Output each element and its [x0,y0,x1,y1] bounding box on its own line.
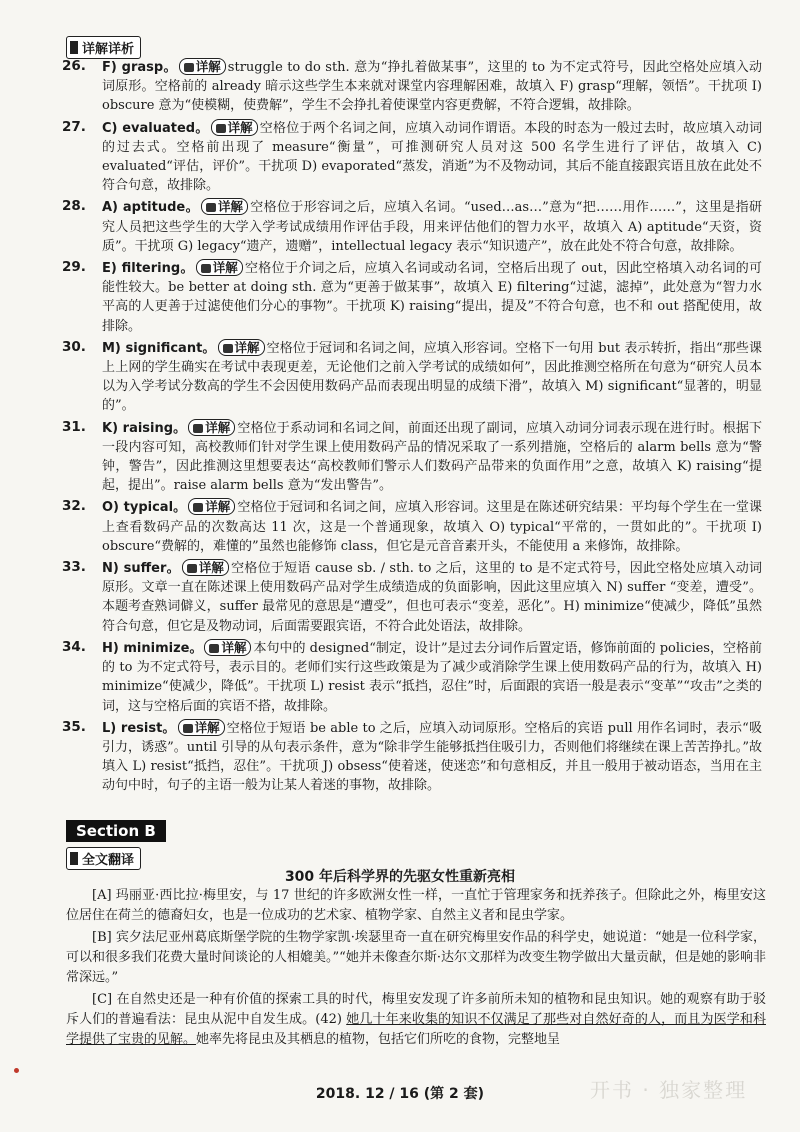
full-translation-label: 全文翻译 [82,853,135,868]
item-explanation: 空格位于短语 cause sb. / sth. to 之后，这里的 to 是不定式符号，因此空格处应填入动词原形。文章一直在陈述课上使用数码产品对学生成绩造成的负面影响，因此这里应填入 N) suffer “变差，遭受”。本题考查熟词僻义，suffer 最常见的意思是“遭受”，但也可表示“变差，恶化”。H) minimize“使减少，降低”虽然符合句意，但它是及物动词，后面需要跟宾语，不符合此处语法，故排除。 [102,561,762,634]
detail-badge [201,198,248,215]
detail-badge-label: 详解 [205,419,231,435]
detail-badge-label: 详解 [194,719,220,735]
item-text [102,259,762,336]
item-number: 29. [62,259,86,276]
detail-badge-label: 详解 [217,199,243,215]
item-explanation: 空格位于冠词和名词之间，应填入形容词。空格下一句用 but 表示转折，指出“那些课上上网的学生确实在考试中表现更差，无论他们之前入学考试的成绩如何”，因此推测空格所在句意为“研究人员本以为入学考试分数高的学生不会因使用数码产品而表现出明显的成绩下滑”，故填入 M) significant“显著的，明显的”。 [102,340,762,414]
detail-badge-label: 详解 [227,119,253,135]
item-answer: C) evaluated。 [102,120,209,136]
paragraph-text: [C] 在自然史还是一种有价值的探索工具的时代，梅里安发现了许多前所未知的植物和昆虫知识。她的观察有助于驳斥人们的普遍看法：昆虫从泥中自发生成。(42) [66,992,766,1027]
item-text [102,559,762,636]
item-answer: E) filtering。 [102,261,194,277]
item-number: 28. [62,198,86,215]
answer-item [62,259,762,336]
item-number: 26. [62,58,86,74]
block-icon [70,41,78,54]
answer-item [62,419,762,496]
translation-paragraph [66,928,766,988]
answer-item [62,119,762,196]
analysis-tag-label: 详解详析 [82,42,135,57]
item-text [102,719,762,796]
book-icon [187,564,197,573]
detail-badge-label: 详解 [221,639,247,655]
answer-item [62,559,762,636]
item-answer: M) significant。 [102,340,216,356]
book-icon [216,124,226,133]
detail-badge-label: 详解 [205,499,231,515]
detail-badge [179,58,226,75]
item-number: 32. [62,498,86,515]
item-explanation: 空格位于介词之后，应填入名词或动名词，空格后出现了 out，因此空格填入动名词的可能性较大。be better at doing sth. 意为“更善于做某事”，故填入 E) filtering“过滤，滤掉”，此处意为“智力水平高的人更善于过滤使他们分心的事物”。干扰项 K) raising“提出，提及”不符合句意，也不和 out 搭配使用，故排除。 [102,261,762,334]
item-answer: K) raising。 [102,420,187,436]
book-icon [184,63,194,72]
item-explanation: 空格位于系动词和名词之间，前面还出现了副词，应填入动词分词表示现在进行时。根据下一段内容可知，高校教师们针对学生课上使用数码产品的情况采取了一系列措施，空格后的 alarm bells 意为“警钟，警告”，因此推测这里想要表达“高校教师们警示人们数码产品带来的负面作用”之意，故填入 K) raising“提起，提出”。raise alarm bells 意为“发出警告”。 [102,420,762,494]
book-icon [193,503,203,512]
detail-badge [218,339,265,356]
item-number: 35. [62,718,86,735]
paragraph-text-end: 她率先将昆虫及其栖息的植物，包括它们所吃的食物，完整地呈 [196,1032,561,1047]
answer-item [62,58,762,116]
block-icon [70,852,78,865]
item-explanation: 本句中的 designed“制定，设计”是过去分词作后置定语，修饰前面的 policies，空格前的 to 为不定式符号，表示目的。老师们实行这些政策是为了减少或消除学生课上使用数码产品的行为，故填入 H) minimize“使减少，降低”。干扰项 L) resist 表示“抵挡，忍住”时，后面跟的宾语一般是表示“变革”“攻击”之类的词，这与空格后面的宾语不搭，故排除。 [102,640,762,714]
page-footer: 2018. 12 / 16 (第 2 套) [315,1086,485,1102]
detail-badge-label: 详解 [212,260,238,276]
item-answer: N) suffer。 [102,561,180,577]
item-text [102,419,762,496]
book-icon [209,644,219,653]
answer-item [62,198,762,256]
item-explanation: 空格位于形容词之后，应填入名词。“used…as…”意为“把……用作……”，这里是指研究人员把这些学生的大学入学考试成绩用作评估手段，用来评估他们的智力水平，故填入 A) aptitude“天资，资质”。干扰项 G) legacy“遗产，遗赠”，intellectual legacy 表示“知识遗产”，放在此处不符合句意，故排除。 [102,200,762,254]
translation-paragraph [66,886,766,926]
underlined-answer: 她几十年来收集的知识不仅满足了那些对自然好奇的人，而且为医学和科学提供了宝贵的见解。 [66,1012,766,1047]
detail-badge [211,119,258,136]
item-text [102,58,762,116]
item-text [102,119,762,196]
item-text [102,198,762,256]
translation-title: 300 年后科学界的先驱女性重新亮相 [284,869,516,885]
answer-item [62,639,762,716]
item-explanation: struggle to do sth. 意为“挣扎着做某事”，这里的 to 为不定式符号，因此空格处应填入动词原形。空格前的 already 暗示这些学生本来就对课堂内容理解困难，故填入 F) grasp“理解，领悟”。干扰项 I) obscure 意为“使模糊，使费解”，学生不会挣扎着使课堂内容更费解，不符合逻辑，故排除。 [102,60,762,114]
detail-badge [188,419,235,436]
item-number: 33. [62,559,86,576]
book-icon [183,724,193,733]
item-answer: L) resist。 [102,720,176,736]
item-text [102,339,762,416]
section-b-heading: Section B [66,820,166,842]
answer-item [62,498,762,556]
item-answer: A) aptitude。 [102,200,199,216]
item-explanation: 空格位于两个名词之间，应填入动词作谓语。本段的时态为一般过去时，故应填入动词的过去式。空格前出现了 measure“衡量”，可推测研究人员对这 500 名学生进行了评估，故填入 C) evaluated“评估，评价”。干扰项 D) evaporated“蒸发，消逝”为不及物动词，其后不能直接跟宾语且放在此处不符合句意，故排除。 [102,120,762,194]
paragraph-text: [B] 宾夕法尼亚州葛底斯堡学院的生物学家凯·埃瑟里奇一直在研究梅里安作品的科学史，她说道：“她是一位科学家，可以和很多我们花费大量时间谈论的人相媲美。”“她并未像查尔斯·达尔文那样为改变生物学做出大量贡献，但是她的影响非常深远。” [66,930,766,985]
item-answer: F) grasp。 [102,60,177,75]
detail-badge-label: 详解 [234,339,260,355]
answer-list [62,58,762,799]
answer-item [62,719,762,796]
detail-badge-label: 详解 [195,59,221,74]
item-number: 30. [62,338,86,355]
detail-badge [204,639,251,656]
item-explanation: 空格位于短语 be able to 之后，应填入动词原形。空格后的宾语 pull 用作名词时，表示“吸引力，诱惑”。until 引导的从句表示条件，意为“除非学生能够抵挡住吸引力，否则他们将继续在课上苦苦挣扎。”故填入 L) resist“抵挡，忍住”。干扰项 J) obsess“使着迷，使迷恋”和句意相反，并且一般用于被动语态，当用在主动句中时，句子的主语一般为让某人着迷的事物，故排除。 [102,720,762,794]
watermark: 开书 · 独家整理 [590,1078,748,1102]
book-icon [193,424,203,433]
detail-badge [178,719,225,736]
red-dot-mark [14,1068,19,1073]
analysis-tag [66,36,141,59]
paragraph-text: [A] 玛丽亚·西比拉·梅里安，与 17 世纪的许多欧洲女性一样，一直忙于管理家务和抚养孩子。但除此之外，梅里安这位居住在荷兰的德裔妇女，也是一位成功的艺术家、植物学家、自然主义者和昆虫学家。 [66,888,766,923]
book-icon [223,344,233,353]
answer-item [62,339,762,416]
item-number: 31. [62,418,86,435]
detail-badge-label: 详解 [198,560,224,576]
item-answer: H) minimize。 [102,640,203,656]
item-number: 27. [62,118,86,135]
book-icon [206,203,216,212]
item-text [102,498,762,556]
detail-badge [188,498,235,515]
detail-badge [182,559,229,576]
detail-badge [196,259,243,276]
item-explanation: 空格位于冠词和名词之间，应填入形容词。这里是在陈述研究结果：平均每个学生在一堂课上查看数码产品的次数高达 11 次，这是一个普通现象，故填入 O) typical“平常的，一贯如此的”。干扰项 I) obscure“费解的，难懂的”虽然也能修饰 class，但它是元音音素开头，不能使用 a 来修饰，故排除。 [102,500,762,554]
item-text [102,639,762,716]
book-icon [201,264,211,273]
item-answer: O) typical。 [102,500,187,516]
item-number: 34. [62,638,86,655]
translation-paragraph [66,990,766,1050]
translation-body [66,886,766,1052]
